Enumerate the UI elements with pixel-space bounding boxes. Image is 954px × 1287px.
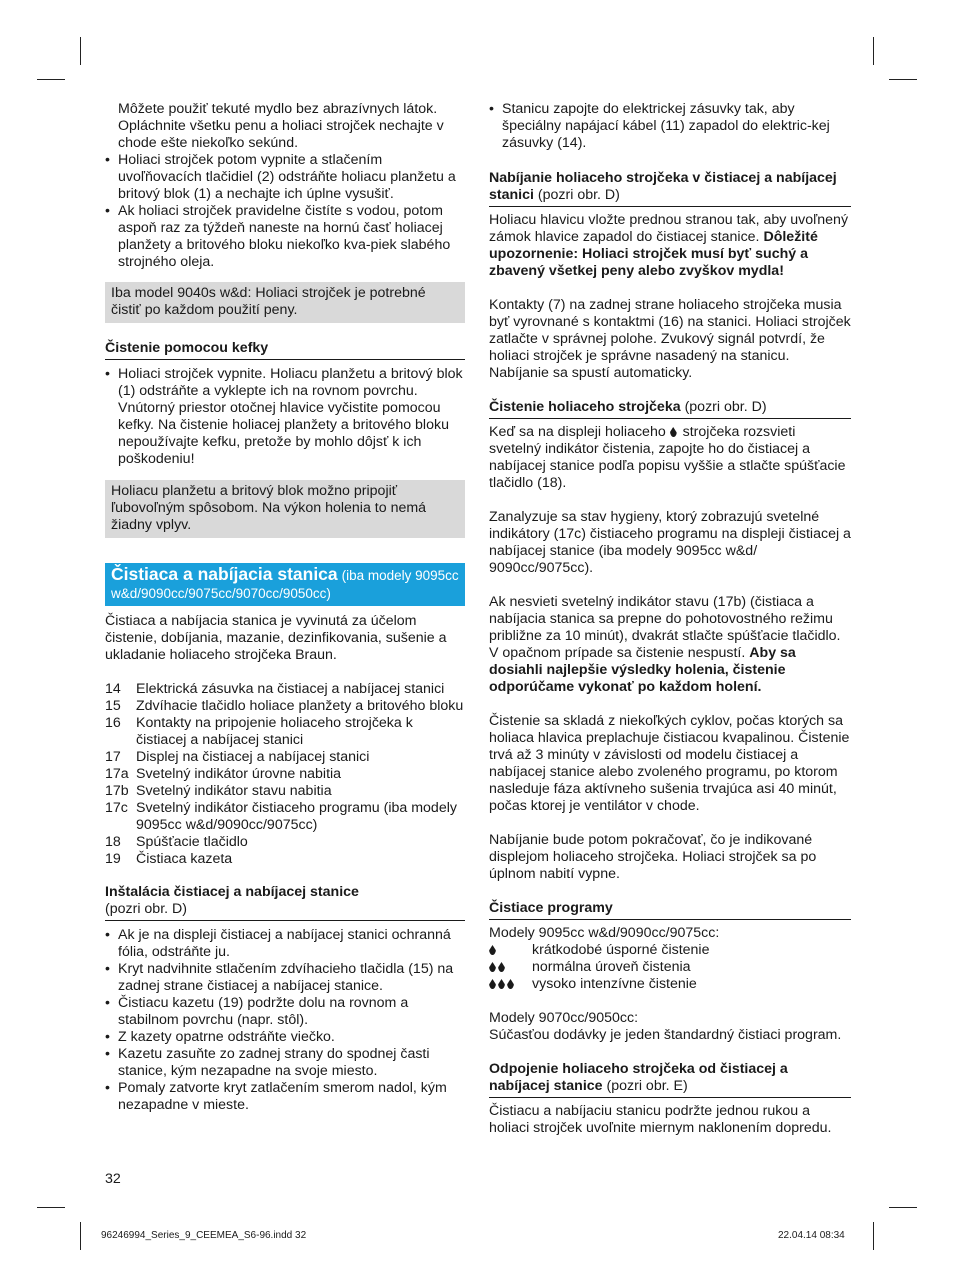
- list-item: 17c Svetelný indikátor čistiaceho programu (iba modely 9095cc w&d/9090cc/9075cc): [105, 800, 457, 833]
- section-title: Čistiaca a nabíjacia stanica: [111, 564, 338, 584]
- install-heading: Inštalácia čistiacej a nabíjacej stanice (pozri obr. D): [105, 884, 359, 917]
- programs-list: [489, 942, 851, 993]
- list-item: • Kryt nadvihnite stlačením zdvíhacieho tlačidla (15) na zadnej strane čistiacej a nabíjacej stanice.: [105, 961, 465, 995]
- list-item: • Holiaci strojček potom vypnite a stlačením uvoľňovacích tlačidiel (2) odstráňte holiacu planžetu a britový blok (1) a nechajte ich úplne vysušiť.: [105, 152, 465, 203]
- cleaning-heading: Čistenie holiaceho strojčeka (pozri obr. D): [489, 399, 851, 419]
- list-item: • Kazetu zasuňte zo zadnej strany do spodnej časti stanice, kým nezapadne na svoje miesto.: [105, 1046, 465, 1080]
- programs-heading: Čistiace programy: [489, 900, 851, 920]
- crop-mark: [873, 37, 874, 65]
- note-text: Holiacu planžetu a britový blok možno pripojiť ľubovoľným spôsobom. Na výkon holenia to nemá žiadny vplyv.: [111, 483, 427, 533]
- brush-bullets: [105, 366, 465, 468]
- program-item: vysoko intenzívne čistenie: [489, 976, 851, 993]
- left-column: [105, 101, 465, 1114]
- drop-icon: [498, 962, 505, 972]
- intro-text: Môžete použiť tekuté mydlo bez abrazívnych látok. Opláchnite všetku penu a holiaci strojček nechajte v chode ešte niekoľko sekúnd.: [118, 101, 444, 151]
- drop-icon: [507, 979, 514, 989]
- list-item: • Ak holiaci strojček pravidelne čistíte s vodou, potom aspoň raz za týždeň naneste na hornú časť holiacej planžety a britového bloku niekoľko kva-piek slabého strojného oleja.: [105, 203, 465, 271]
- section-title-bar: [105, 563, 465, 606]
- list-item: 14 Elektrická zásuvka na čistiacej a nabíjacej stanici: [105, 681, 445, 697]
- disconnect-paragraph: Čistiacu a nabíjaciu stanicu podržte jednou rukou a holiaci strojček uvoľnite miernym naklonením dopredu.: [489, 1103, 832, 1136]
- divider: [105, 920, 465, 921]
- list-item: • Ak je na displeji čistiacej a nabíjacej stanici ochranná fólia, odstráňte ju.: [105, 927, 465, 961]
- section-subtitle: (iba modely 9095cc w&d/9090cc/9075cc/9070cc/9050cc): [111, 568, 459, 601]
- crop-mark: [37, 79, 65, 80]
- crop-mark: [889, 79, 917, 80]
- brush-heading: Čistenie pomocou kefky: [105, 340, 465, 360]
- list-item: • Holiaci strojček vypnite. Holiacu planžetu a britový blok (1) odstráňte a vyklepte ich na rovnom povrchu. Vnútorný priestor otočnej hlavice vyčistite pomocou kefky. Na čistenie holiacej planžety a britového bloku nepoužívajte kefku, pretože by mohlo dôjsť k ich poškodeniu!: [105, 366, 465, 468]
- charging-heading: Nabíjanie holiaceho strojčeka v čistiacej a nabíjacej stanici (pozri obr. D): [489, 170, 851, 207]
- note-box: [105, 480, 465, 538]
- drop-icon-group: [489, 959, 532, 976]
- list-item: • Čistiacu kazetu (19) podržte dolu na rovnom a stabilnom povrchu (napr. stôl).: [105, 995, 465, 1029]
- station-intro: Čistiaca a nabíjacia stanica je vyvinutá za účelom čistenie, dobíjania, mazanie, dezinfikovania, sušenie a ukladanie holiaceho strojčeka Braun.: [105, 613, 447, 663]
- list-item: 19 Čistiaca kazeta: [105, 851, 233, 867]
- drop-icon: [670, 427, 677, 437]
- footer-file: 96246994_Series_9_CEEMEA_S6-96.indd 32: [101, 1230, 307, 1241]
- crop-mark: [80, 1222, 81, 1250]
- drop-icon: [489, 979, 496, 989]
- cleaning-paragraph: Ak nesvieti svetelný indikátor stavu (17b) (čistiaca a nabíjacia stanica sa prepne do pohotovostného režimu približne za 10 minút), dvakrát stlačte spúšťacie tlačidlo. V opačnom prípade sa čistenie nespustí. Aby sa dosiahli najlepšie výsledky holenia, čistenie odporúčame vykonať po každom holení.: [489, 594, 841, 695]
- drop-icon-group: [489, 942, 532, 959]
- crop-mark: [889, 1207, 917, 1208]
- top-bullets: [489, 101, 851, 152]
- note-text: Iba model 9040s w&d: Holiaci strojček je potrebné čistiť po každom použití peny.: [111, 285, 426, 318]
- crop-mark: [37, 1207, 65, 1208]
- list-item: 18 Spúšťacie tlačidlo: [105, 834, 248, 850]
- drop-icon-group: [489, 976, 532, 993]
- drop-icon: [489, 945, 496, 955]
- intro-bullets: [105, 152, 465, 271]
- charging-paragraph: Kontakty (7) na zadnej strane holiaceho strojčeka musia byť vyrovnané s kontaktmi (16) na stanici. Holiaci strojček zatlačte v správnej polohe. Zvukový signál potvrdí, že holiaci strojček je správne nasadený na stanicu. Nabíjanie sa spustí automaticky.: [489, 297, 851, 381]
- cleaning-paragraph: Nabíjanie bude potom pokračovať, čo je indikované displejom holiaceho strojčeka. Holiaci strojček sa po úplnom nabití vypne.: [489, 832, 817, 882]
- program-item: normálna úroveň čistenia: [489, 959, 851, 976]
- list-item: • Pomaly zatvorte kryt zatlačením smerom nadol, kým nezapadne v mieste.: [105, 1080, 465, 1114]
- programs-models: Modely 9070cc/9050cc: Súčasťou dodávky je jeden štandardný čistiaci program.: [489, 1010, 842, 1043]
- cleaning-paragraph: Keď sa na displeji holiaceho strojčeka rozsvieti svetelný indikátor čistenia, zapojte ho do čistiacej a nabíjacej stanice podľa popisu vyššie a stlačte spúšťacie tlačidlo (18).: [489, 424, 846, 491]
- list-item: • Z kazety opatrne odstráňte viečko.: [105, 1029, 465, 1046]
- list-item: 17 Displej na čistiacej a nabíjacej stanici: [105, 749, 370, 765]
- disconnect-heading: Odpojenie holiaceho strojčeka od čistiacej a nabíjacej stanice (pozri obr. E): [489, 1061, 851, 1098]
- program-item: krátkodobé úsporné čistenie: [489, 942, 851, 959]
- install-bullets: [105, 927, 465, 1114]
- right-column: [489, 101, 851, 1137]
- list-item: 15 Zdvíhacie tlačidlo holiace planžety a britového bloku: [105, 698, 464, 714]
- crop-mark: [873, 1222, 874, 1250]
- parts-list: [105, 681, 465, 868]
- list-item: • Stanicu zapojte do elektrickej zásuvky tak, aby špeciálny napájací kábel (11) zapadol do elektric-kej zásuvky (14).: [489, 101, 851, 152]
- note-box: [105, 282, 465, 323]
- charging-paragraph: Holiacu hlavicu vložte prednou stranou tak, aby uvoľnený zámok hlavice zapadol do čistiacej stanice. Dôležité upozornenie: Holiaci strojček musí byť suchý a zbavený všetkej peny alebo zvyškov mydla!: [489, 212, 849, 279]
- list-item: 17a Svetelný indikátor úrovne nabitia: [105, 766, 342, 782]
- cleaning-paragraph: Čistenie sa skladá z niekoľkých cyklov, počas ktorých sa holiaca hlavica preplachuje čistiacou kvapalinou. Čistenie trvá až 3 minúty v závislosti od modelu čistiacej a nabíjacej stanice alebo zvoleného programu, po ktorom nasleduje fáza aktívneho sušenia trvajúca asi 40 minút, počas ktorej je ventilátor v chode.: [489, 713, 850, 814]
- list-item: 16 Kontakty na pripojenie holiaceho strojčeka k čistiacej a nabíjacej stanici: [105, 715, 413, 748]
- cleaning-paragraph: Zanalyzuje sa stav hygieny, ktorý zobrazujú svetelné indikátory (17c) čistiaceho programu na displeji čistiacej a nabíjacej stanice (iba modely 9095cc w&d/ 9090cc/9075cc).: [489, 509, 851, 576]
- page-number: 32: [105, 1171, 121, 1187]
- crop-mark: [80, 37, 81, 65]
- drop-icon: [489, 962, 496, 972]
- programs-models: Modely 9095cc w&d/9090cc/9075cc:: [489, 925, 720, 941]
- list-item: 17b Svetelný indikátor stavu nabitia: [105, 783, 332, 799]
- footer-date: 22.04.14 08:34: [778, 1230, 845, 1241]
- drop-icon: [498, 979, 505, 989]
